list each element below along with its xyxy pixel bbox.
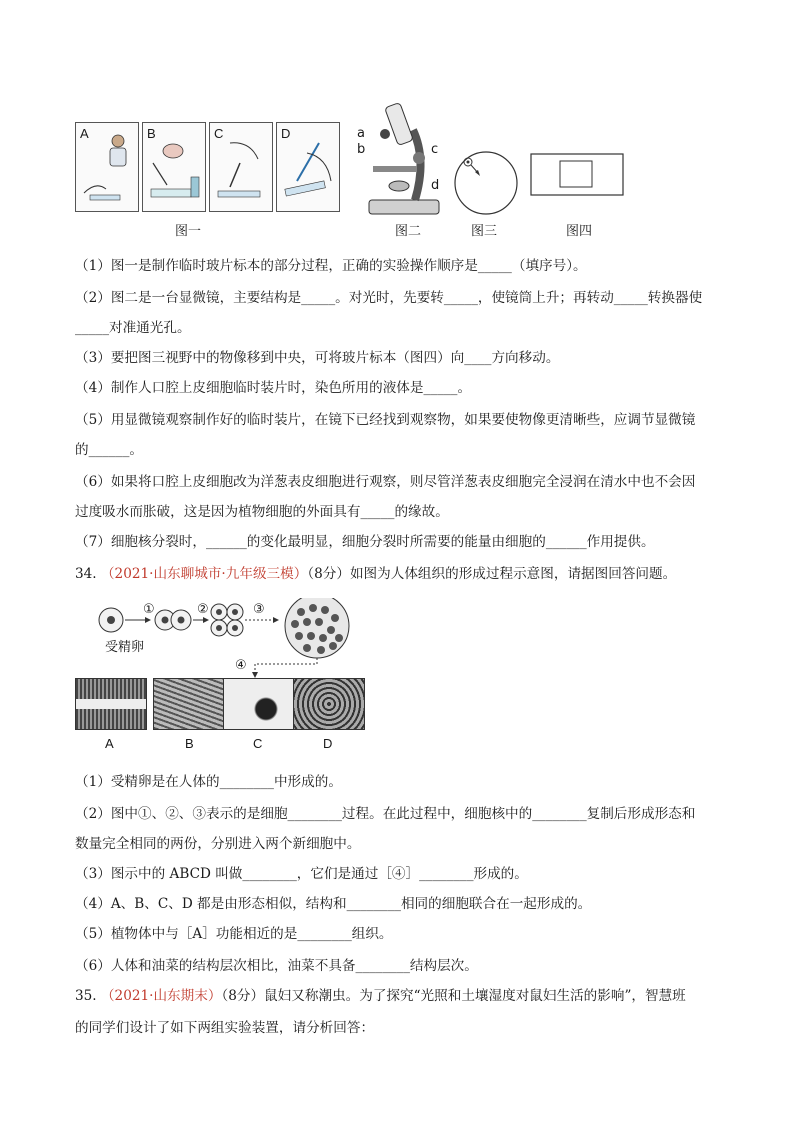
caption-figure1: 图一 (175, 224, 202, 239)
microscope-label-d: d (431, 178, 440, 193)
question-text: （8分）鼠妇又称潮虫。为了探究“光照和土壤湿度对鼠妇生活的影响”，智慧班 (221, 988, 686, 1004)
zygote-label: 受精卵 (105, 640, 145, 655)
q34-header (75, 564, 735, 584)
caption-figure4: 图四 (566, 224, 593, 239)
panel-label: D (281, 126, 291, 141)
q33-sub2: （2）图二是一台显微镜，主要结构是_____。对光时，先要转_____，使镜筒上升；再转动_____转换器使 (75, 290, 703, 306)
step-1-label: ① (143, 602, 155, 617)
question-number: 34. (75, 566, 97, 582)
figure1-panel-a (75, 122, 139, 212)
microscope-label-b: b (357, 142, 366, 157)
question-number: 35. (75, 988, 97, 1004)
panel-label: C (214, 126, 224, 141)
figure1-panel-d (276, 122, 340, 212)
q33-sub1: （1）图一是制作临时玻片标本的部分过程，正确的实验操作顺序是_____（填序号）。 (75, 258, 587, 274)
tissue-b-image (153, 678, 225, 730)
tissue-d-image (293, 678, 365, 730)
step-3-label: ③ (253, 602, 265, 617)
q33-sub4: （4）制作人口腔上皮细胞临时装片时，染色所用的液体是_____。 (75, 380, 472, 396)
field-of-view-icon (453, 150, 519, 216)
q34-sub4: （4）A、B、C、D 都是由形态相似，结构和________相同的细胞联合在一起形成的。 (75, 896, 592, 912)
slide-icon (530, 153, 625, 197)
step-2-label: ② (197, 602, 209, 617)
q34-sub3: （3）图示中的 ABCD 叫做________，它们是通过［④］________形成的。 (75, 866, 528, 882)
q33-sub3: （3）要把图三视野中的物像移到中央，可将玻片标本（图四）向____方向移动。 (75, 350, 560, 366)
tissue-a-image (75, 678, 147, 730)
caption-figure2: 图二 (395, 224, 422, 239)
tissue-label-d: D (323, 736, 333, 751)
step-4-label: ④ (235, 658, 247, 673)
q33-sub7: （7）细胞核分裂时，______的变化最明显，细胞分裂时所需要的能量由细胞的______作用提供。 (75, 534, 655, 550)
question-text: （8分）如图为人体组织的形成过程示意图，请据图回答问题。 (307, 566, 677, 582)
microscope-label-c: c (431, 142, 439, 157)
q33-sub5: （5）用显微镜观察制作好的临时装片，在镜下已经找到观察物，如果要使物像更清晰些，应调节显微镜 (75, 412, 696, 428)
q35-line2: 的同学们设计了如下两组实验装置，请分析回答： (75, 1020, 375, 1036)
q34-sub6: （6）人体和油菜的结构层次相比，油菜不具备________结构层次。 (75, 958, 478, 974)
figure-row-1 (75, 100, 635, 240)
tissue-label-c: C (253, 736, 263, 751)
figure1-panel-c (209, 122, 273, 212)
tissue-label-a: A (105, 736, 114, 751)
caption-figure3: 图三 (471, 224, 498, 239)
tissue-c-image (223, 678, 295, 730)
question-source: （2021·山东聊城市·九年级三模） (100, 566, 308, 582)
panel-label: A (80, 126, 89, 141)
q33-sub2-cont: _____对准通光孔。 (75, 320, 191, 336)
q33-sub5-cont: 的______。 (75, 442, 143, 458)
q34-sub2: （2）图中①、②、③表示的是细胞________过程。在此过程中，细胞核中的________复制后形成形态和 (75, 806, 696, 822)
tissue-label-b: B (185, 736, 194, 751)
microscope-label-a: a (357, 126, 365, 141)
q34-sub5: （5）植物体中与［A］功能相近的是________组织。 (75, 926, 393, 942)
tissue-formation-figure (75, 598, 375, 758)
figure1-panel-b (142, 122, 206, 212)
q34-sub1: （1）受精卵是在人体的________中形成的。 (75, 774, 342, 790)
panel-label: B (147, 126, 156, 141)
q35-header (75, 986, 735, 1006)
q33-sub6-cont: 过度吸水而胀破，这是因为植物细胞的外面具有_____的缘故。 (75, 504, 449, 520)
q33-sub6: （6）如果将口腔上皮细胞改为洋葱表皮细胞进行观察，则尽管洋葱表皮细胞完全浸润在清水中也不会因 (75, 474, 696, 490)
q34-sub2-cont: 数量完全相同的两份，分别进入两个新细胞中。 (75, 836, 361, 852)
microscope-icon (355, 100, 455, 218)
question-source: （2021·山东期末） (100, 988, 222, 1004)
